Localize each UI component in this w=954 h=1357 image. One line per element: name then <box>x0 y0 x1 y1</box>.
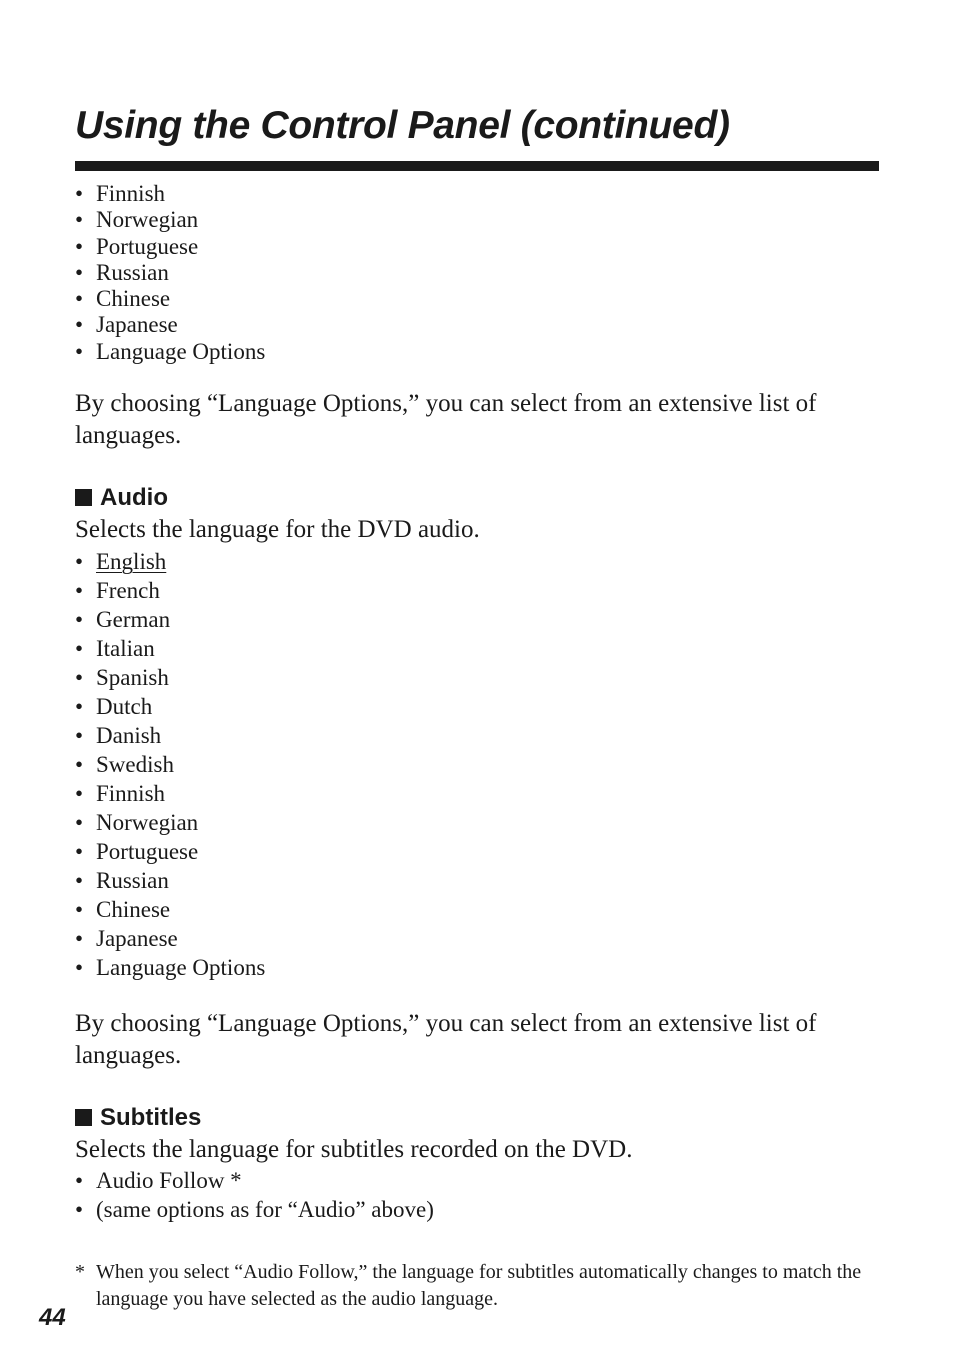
language-label: Language Options <box>96 955 266 980</box>
list-item <box>75 808 265 837</box>
bullet-marker: • <box>75 181 84 206</box>
list-item <box>75 576 265 605</box>
language-label: Russian <box>96 868 169 893</box>
square-bullet-icon <box>75 1109 92 1126</box>
list-item <box>75 312 265 338</box>
bullet-marker: • <box>75 665 84 690</box>
bullet-marker: • <box>75 607 84 632</box>
bullet-marker: • <box>75 1168 84 1193</box>
bullet-marker: • <box>75 955 84 980</box>
default-language-label: English <box>96 549 167 574</box>
subtitles-heading <box>75 1104 201 1132</box>
bullet-marker: • <box>75 781 84 806</box>
language-label: Danish <box>96 723 162 748</box>
list-item <box>75 866 265 895</box>
bullet-marker: • <box>75 1197 84 1222</box>
language-label: Chinese <box>96 897 171 922</box>
bullet-marker: • <box>75 338 84 364</box>
language-label: French <box>96 578 160 603</box>
list-item <box>75 721 265 750</box>
bullet-marker: • <box>75 636 84 661</box>
title-rule <box>75 161 879 171</box>
continued-language-list <box>75 181 265 365</box>
audio-description: Selects the language for the DVD audio. <box>75 516 480 543</box>
language-label: Chinese <box>96 286 171 312</box>
list-item <box>75 895 265 924</box>
language-label: Norwegian <box>96 810 199 835</box>
bullet-marker: • <box>75 694 84 719</box>
language-label: Swedish <box>96 752 174 777</box>
bullet-marker: • <box>75 926 84 951</box>
list-item <box>75 779 265 808</box>
language-label: Dutch <box>96 694 153 719</box>
language-label: Finnish <box>96 781 166 806</box>
audio-language-list <box>75 547 265 982</box>
list-item <box>75 692 265 721</box>
subtitles-heading-label: Subtitles <box>100 1104 202 1131</box>
audio-language-options-note: By choosing “Language Options,” you can select from an extensive list of languages. <box>75 1010 817 1069</box>
bullet-marker: • <box>75 207 84 233</box>
bullet-marker: • <box>75 259 84 285</box>
footnote-text: When you select “Audio Follow,” the language for subtitles automatically changes to match the language you have selected as the audio language. <box>96 1261 862 1310</box>
bullet-marker: • <box>75 839 84 864</box>
language-label: Japanese <box>96 312 178 338</box>
subtitle-option-label: (same options as for “Audio” above) <box>96 1197 434 1222</box>
page-title: Using the Control Panel (continued) <box>75 104 730 147</box>
footnote <box>75 1259 879 1313</box>
bullet-marker: • <box>75 723 84 748</box>
language-label: Portuguese <box>96 233 199 259</box>
language-label: Italian <box>96 636 155 661</box>
list-item <box>75 181 265 207</box>
bullet-marker: • <box>75 752 84 777</box>
subtitle-option-label: Audio Follow * <box>96 1168 242 1193</box>
bullet-marker: • <box>75 578 84 603</box>
footnote-marker: * <box>75 1261 85 1283</box>
language-label: Portuguese <box>96 839 199 864</box>
bullet-marker: • <box>75 549 84 574</box>
language-options-note: By choosing “Language Options,” you can select from an extensive list of languages. <box>75 390 817 449</box>
list-item <box>75 547 265 576</box>
language-label: Finnish <box>96 181 166 206</box>
bullet-marker: • <box>75 286 84 312</box>
list-item <box>75 207 265 233</box>
language-label: Language Options <box>96 338 266 364</box>
list-item <box>75 1195 434 1224</box>
square-bullet-icon <box>75 489 92 506</box>
bullet-marker: • <box>75 810 84 835</box>
language-label: Russian <box>96 259 169 285</box>
subtitles-option-list <box>75 1166 434 1224</box>
list-item <box>75 924 265 953</box>
list-item <box>75 953 265 982</box>
page-number: 44 <box>39 1304 66 1331</box>
language-label: Norwegian <box>96 207 199 233</box>
list-item <box>75 339 265 365</box>
bullet-marker: • <box>75 233 84 259</box>
list-item <box>75 663 265 692</box>
language-label: Japanese <box>96 926 178 951</box>
list-item <box>75 634 265 663</box>
list-item <box>75 750 265 779</box>
bullet-marker: • <box>75 868 84 893</box>
list-item <box>75 605 265 634</box>
language-label: Spanish <box>96 665 169 690</box>
list-item <box>75 234 265 260</box>
bullet-marker: • <box>75 312 84 338</box>
subtitles-description: Selects the language for subtitles recorded on the DVD. <box>75 1136 633 1163</box>
audio-heading <box>75 484 168 512</box>
bullet-marker: • <box>75 897 84 922</box>
list-item <box>75 260 265 286</box>
language-label: German <box>96 607 171 632</box>
list-item <box>75 286 265 312</box>
audio-heading-label: Audio <box>100 484 168 511</box>
list-item <box>75 837 265 866</box>
list-item <box>75 1166 434 1195</box>
